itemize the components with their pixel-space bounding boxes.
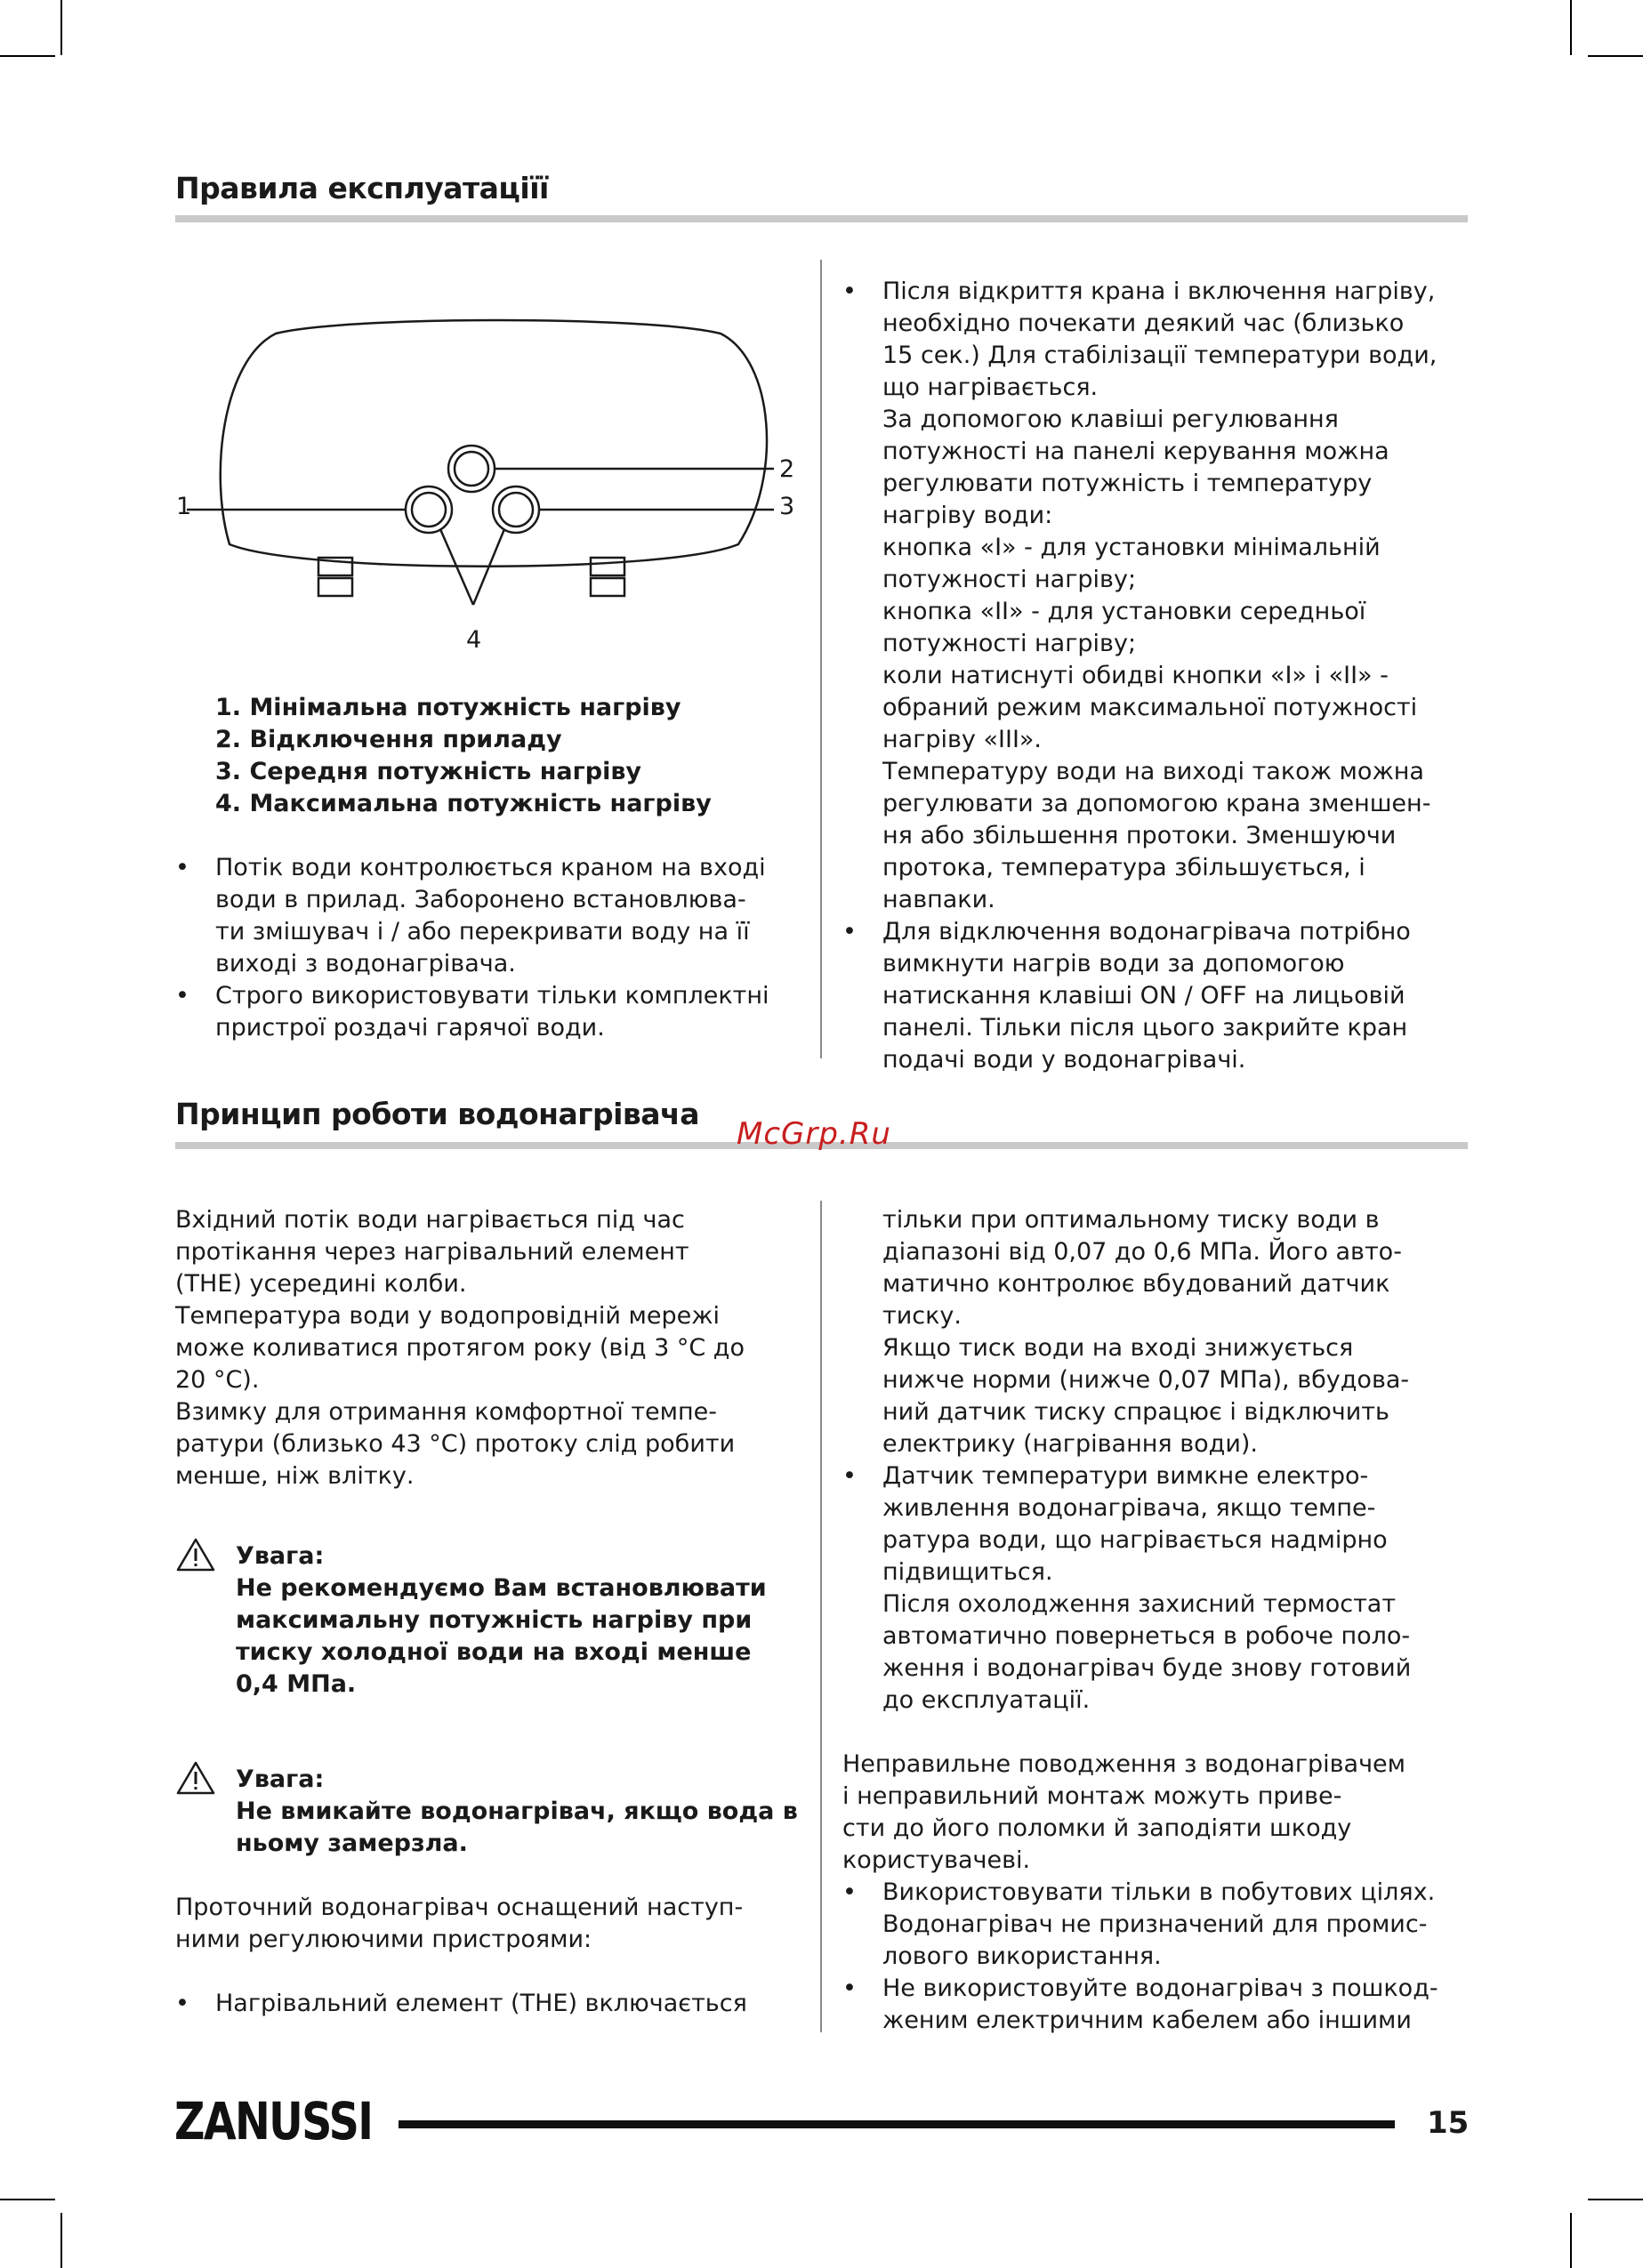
warning-box: Увага: Не рекомендуємо Вам встановлювати максимальну потужність нагріву при тиску холодної води на вході менше 0,4 МПа.	[175, 1540, 816, 1701]
warning-icon	[175, 1760, 216, 1796]
diagram-label-1: 1	[176, 493, 192, 520]
legend-item: 4. Максимальна потужність нагріву	[215, 790, 712, 817]
bullet-symbol: •	[175, 982, 189, 1009]
list-item: • Нагрівальний елемент (THE) включається	[175, 1988, 816, 2020]
crop-mark	[1570, 0, 1572, 55]
page-number: 15	[1427, 2105, 1470, 2141]
warning-title: Увага:	[236, 1542, 325, 1570]
bullet-symbol: •	[842, 1878, 857, 1906]
list-item: • Після відкриття крана і включення нагріву, необхідно почекати деякий час (близько 15 сек.) Для стабілізації температури води, що нагрівається. За допомогою клавіші регулювання потужності на панелі керування можна регулювати потужність і температуру нагріву води: кнопка «I» - для установки мінімальній потужності нагріву; кнопка «II» - для установки середньої потужності нагріву; коли натиснуті обидві кнопки «I» і «II» - обраний режим максимальної потужності нагріву «III». Температуру води на виході також можна регулювати за допомогою крана зменшен- ня або збільшення протоки. Зменшуючи протока, температура збільшується, і навпаки.	[842, 277, 1438, 913]
left-pipe-fitting	[318, 578, 352, 596]
water-heater-diagram	[169, 307, 827, 654]
legend-item: 2. Відключення приладу	[215, 726, 562, 753]
crop-mark	[1588, 55, 1643, 57]
section-heading-principle: Принцип роботи водонагрівача	[175, 1097, 699, 1131]
bullet-symbol: •	[842, 277, 857, 305]
crop-mark	[0, 55, 55, 57]
crop-mark	[60, 0, 62, 55]
bullet-symbol: •	[175, 854, 189, 881]
list-item: • Для відключення водонагрівача потрібно вимкнути нагрів води за допомогою натискання клавіші ON / OFF на лицьовій панелі. Тільки після цього закрийте кран подачі води у водонагрівачі.	[842, 918, 1411, 1074]
crop-mark	[60, 2213, 62, 2268]
heading-rule	[175, 215, 1468, 222]
rules-right-column	[842, 276, 1474, 1076]
right-pipe-fitting	[591, 558, 624, 575]
list-item: • Датчик температури вимкне електро- живлення водонагрівача, якщо темпе- ратура води, що нагрівається надмірно підвищиться. Після охолодження захисний термостат автоматично повернеться в робоче поло- ження і водонагрівач буде знову готовий до експлуатації.	[842, 1462, 1412, 1714]
list-item: • Строго використовувати тільки комплектні пристрої роздачі гарячої води.	[175, 982, 769, 1042]
bullet-symbol: •	[842, 1974, 857, 2002]
list-item: • Потік води контролюється краном на вході води в прилад. Заборонено встановлюва- ти змішувач і / або перекривати воду на її виході з водонагрівача.	[175, 854, 766, 977]
footer-rule	[399, 2120, 1395, 2128]
diagram-label-4: 4	[466, 626, 482, 654]
list-item: • Використовувати тільки в побутових цілях. Водонагрівач не призначений для промис- лового використання.	[842, 1878, 1436, 1970]
bullet-symbol: •	[175, 1990, 189, 2017]
section-heading-rules: Правила експлуатаціїї	[175, 171, 549, 205]
warning-box: Увага: Не вмикайте водонагрівач, якщо вода в ньому замерзла.	[175, 1764, 816, 1860]
bullet-symbol: •	[842, 918, 857, 945]
watermark: McGrp.Ru	[737, 1116, 891, 1152]
principle-right-column: тільки при оптимальному тиску води в діапазоні від 0,07 до 0,6 МПа. Його авто- матично контролює вбудований датчик тиску. Якщо тиск води на вході знижується нижче норми (нижче 0,07 МПа), вбудова- ний датчик тиску спрацює і відключить електрику (нагрівання води). • Датчик температури вимкне електро- живлення водонагрівача, якщо темпе- ратура води, що нагрівається надмірно підвищиться. Після охолодження захисний термостат автоматично повернеться в робоче поло- ження і водонагрівач буде знову готовий до експлуатації. Неправильне поводження з водонагрівачем і неправильний монтаж можуть приве- сти до його поломки й заподіяти шкоду користувачеві. • Використовувати тільки в побутових цілях. Водонагрівач не призначений для промис- лового використання. • Не використовуйте водонагрівач з пошкод- женим електричним кабелем або іншими	[842, 1204, 1474, 2037]
bullet-symbol: •	[842, 1462, 857, 1490]
diagram-label-2: 2	[779, 455, 795, 483]
diagram-label-3: 3	[779, 493, 795, 520]
right-pipe-fitting	[591, 578, 624, 596]
principle-left-column: Вхідний потік води нагрівається під час протікання через нагрівальний елемент (THE) усередині колби. Температура води у водопровідній мережі може коливатися протягом року (від 3 °С до 20 °С). Взимку для отримання комфортної темпе- ратури (близько 43 °С) протоку слід робити менше, ніж влітку. Увага: Не рекомендуємо Вам встановлювати максимальну потужність нагріву при тиску холодної води на вході менше 0,4 МПа. Увага: Не вмикайте водонагрівач, якщо вода в ньому замерзла. Проточний водонагрівач оснащений наступ- ними регулюючими пристроями: • Нагрівальний елемент (THE) включається	[175, 1204, 816, 2020]
column-divider	[820, 1201, 822, 2032]
legend-item: 3. Середня потужність нагріву	[215, 758, 642, 785]
crop-mark	[0, 2199, 55, 2200]
brand-logo: ZANUSSI	[174, 2091, 373, 2151]
crop-mark	[1588, 2199, 1643, 2200]
diagram-legend	[215, 692, 712, 820]
legend-item: 1. Мінімальна потужність нагріву	[215, 694, 681, 721]
heater-body	[221, 320, 767, 567]
crop-mark	[1570, 2213, 1572, 2268]
list-item: • Не використовуйте водонагрівач з пошкод- женим електричним кабелем або іншими	[842, 1974, 1438, 2034]
warning-icon	[175, 1537, 216, 1572]
warning-title: Увага:	[236, 1765, 325, 1793]
rules-left-column	[175, 852, 816, 1044]
